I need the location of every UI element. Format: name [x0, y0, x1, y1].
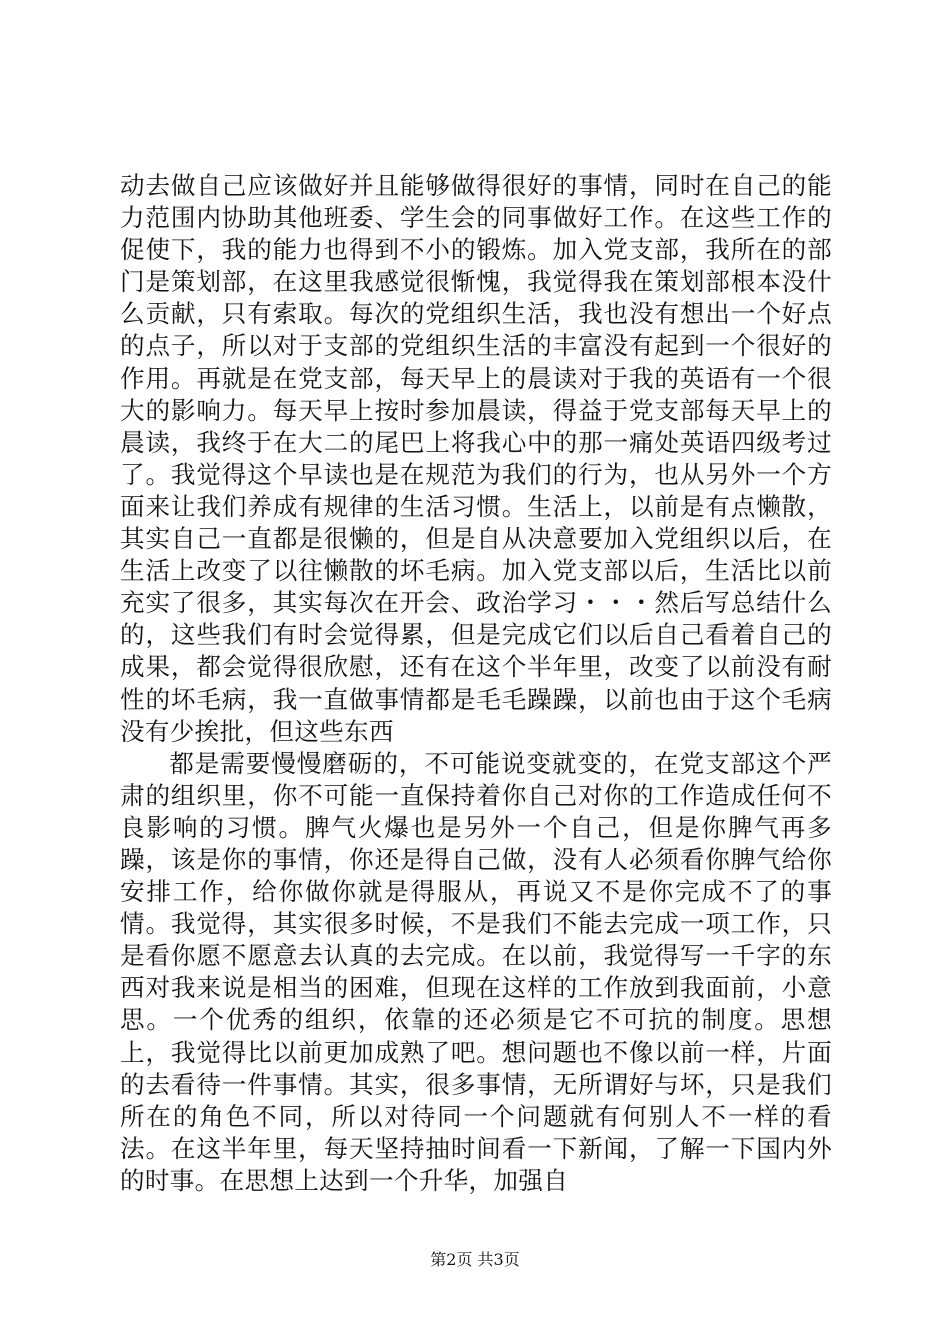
page-footer: 第2页 共3页: [430, 1250, 520, 1269]
paragraph-1: 动去做自己应该做好并且能够做得很好的事情，同时在自己的能力范围内协助其他班委、学生会的同事做好工作。在这些工作的促使下，我的能力也得到不小的锻炼。加入党支部，我所在的部门是策划部，在这里我感觉很惭愧，我觉得我在策划部根本没什么贡献，只有索取。每次的党组织生活，我也没有想出一个好点的点子，所以对于支部的党组织生活的丰富没有起到一个很好的作用。再就是在党支部，每天早上的晨读对于我的英语有一个很大的影响力。每天早上按时参加晨读，得益于党支部每天早上的晨读，我终于在大二的尾巴上将我心中的那一痛处英语四级考过了。我觉得这个早读也是在规范为我们的行为，也从另外一个方面来让我们养成有规律的生活习惯。生活上，以前是有点懒散，其实自己一直都是很懒的，但是自从决意要加入党组织以后，在生活上改变了以往懒散的坏毛病。加入党支部以后，生活比以前充实了很多，其实每次在开会、政治学习・・・然后写总结什么的，这些我们有时会觉得累，但是完成它们以后自己看着自己的成果，都会觉得很欣慰，还有在这个半年里，改变了以前没有耐性的坏毛病，我一直做事情都是毛毛躁躁，以前也由于这个毛病没有少挨批，但这些东西: [120, 171, 832, 746]
paragraph-2: 都是需要慢慢磨砺的，不可能说变就变的，在党支部这个严肃的组织里，你不可能一直保持着你自己对你的工作造成任何不良影响的习惯。脾气火爆也是另外一个自己，但是你脾气再多躁，该是你的事情，你还是得自己做，没有人必须看你脾气给你安排工作，给你做你就是得服从，再说又不是你完成不了的事情。我觉得，其实很多时候，不是我们不能去完成一项工作，只是看你愿不愿意去认真的去完成。在以前，我觉得写一千字的东西对我来说是相当的困难，但现在这样的工作放到我面前，小意思。一个优秀的组织，依靠的还必须是它不可抗的制度。思想上，我觉得比以前更加成熟了吧。想问题也不像以前一样，片面的去看待一件事情。其实，很多事情，无所谓好与坏，只是我们所在的角色不同，所以对待同一个问题就有何别人不一样的看法。在这半年里，每天坚持抽时间看一下新闻，了解一下国内外的时事。在思想上达到一个升华，加强自: [120, 748, 832, 1195]
body-text: [120, 170, 832, 1197]
